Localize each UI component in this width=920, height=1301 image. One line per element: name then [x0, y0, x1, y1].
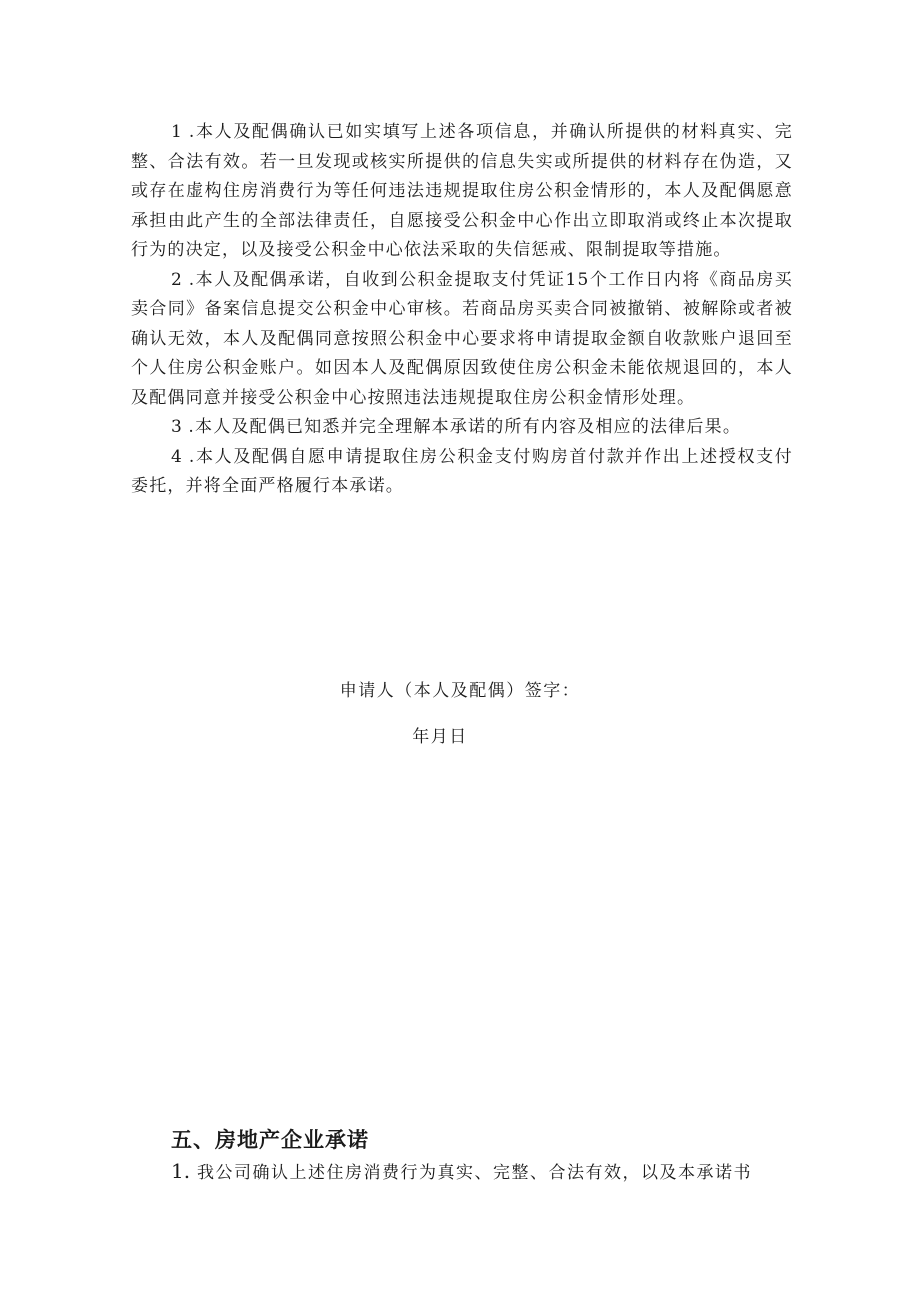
signature-label: 申请人（本人及配偶）签字：	[339, 681, 581, 701]
clause-text: .本人及配偶确认已如实填写上述各项信息，并确认所提供的材料真实、完整、合法有效。若一旦发现或核实所提供的信息失实或所提供的材料存在伪造，又或存在虚构住房消费行为等任何违法违规提取住房公积金情形的，本人及配偶愿意承担由此产生的全部法律责任，自愿接受公积金中心作出立即取消或终止本次提取行为的决定，以及接受公积金中心依法采取的失信惩戒、限制提取等措施。	[131, 122, 793, 260]
clause-3	[131, 413, 793, 443]
clause-4	[131, 443, 793, 502]
clause-number: 2	[171, 269, 182, 290]
applicant-commitment-clauses	[131, 118, 793, 502]
signature-date: 年月日	[412, 727, 468, 747]
section-item-number: 1.	[171, 1159, 191, 1183]
section-item-text: 我公司确认上述住房消费行为真实、完整、合法有效，以及本承诺书	[190, 1163, 752, 1183]
clause-text: .本人及配偶已知悉并完全理解本承诺的所有内容及相应的法律后果。	[181, 417, 742, 437]
clause-text: .本人及配偶承诺，自收到公积金提取支付凭证15个工作日内将《商品房买卖合同》备案信息提交公积金中心审核。若商品房买卖合同被撤销、被解除或者被确认无效，本人及配偶同意按照公积金中心要求将申请提取金额自收款账户退回至个人住房公积金账户。如因本人及配偶原因致使住房公积金未能依规退回的，本人及配偶同意并接受公积金中心按照违法违规提取住房公积金情形处理。	[131, 269, 793, 408]
clause-text: .本人及配偶自愿申请提取住房公积金支付购房首付款并作出上述授权支付委托，并将全面严格履行本承诺。	[131, 446, 793, 496]
clause-number: 3	[171, 417, 182, 437]
clause-1	[131, 118, 793, 266]
clause-2	[131, 266, 793, 414]
clause-number: 1	[171, 122, 182, 142]
section-item-1	[171, 1158, 811, 1183]
section-heading: 五、房地产企业承诺	[171, 1128, 369, 1152]
clause-number: 4	[171, 446, 182, 467]
